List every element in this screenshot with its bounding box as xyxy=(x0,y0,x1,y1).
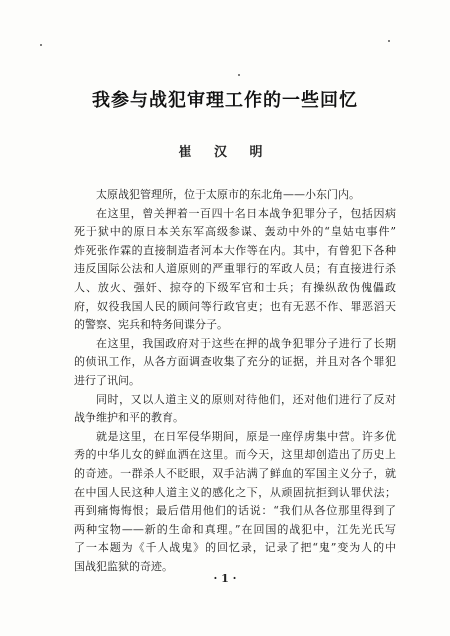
body-line: 的侦讯工作，从各方面调查收集了充分的证据，并且对各个罪犯 xyxy=(74,355,396,369)
body-line: 进行了讯问。 xyxy=(74,373,140,387)
document-title: 我参与战犯审理工作的一些回忆 xyxy=(92,90,358,111)
body-line: 人、放火、强奸、掠夺的下级军官和士兵；有操纵敌伪傀儡政 xyxy=(74,280,396,294)
scan-speck xyxy=(238,74,240,76)
body-line: 同时，又以人道主义的原则对待他们，还对他们进行了反对 xyxy=(96,392,396,406)
body-line: 府，奴役我国人民的顾问等行政官吏；也有无恶不作、罪恶滔天 xyxy=(74,299,396,313)
body-line: 死于狱中的原日本关东军高级参谋、轰动中外的“皇姑屯事件” xyxy=(74,225,396,239)
body-line: 的奇迹。一群杀人不眨眼，双手沾满了鲜血的军国主义分子，就 xyxy=(74,466,396,480)
body-line: 了一本题为《千人战鬼》的回忆录，记录了把“鬼”变为人的中 xyxy=(74,541,396,555)
body-line: 太原战犯管理所，位于太原市的东北角——小东门内。 xyxy=(96,188,360,201)
body-line: 在这里，我国政府对于这些在押的战争犯罪分子进行了长期 xyxy=(96,336,396,350)
body-line: 就是这里，在日军侵华期间，原是一座俘虏集中营。许多优 xyxy=(96,429,396,443)
body-line: 战争维护和平的教育。 xyxy=(74,411,184,425)
body-text xyxy=(74,186,396,576)
author-name: 崔 汉 明 xyxy=(178,145,272,160)
body-line: 在中国人民这种人道主义的感化之下，从顽固抗拒到认罪伏法； xyxy=(74,485,396,499)
body-line: 的警察、宪兵和特务间谍分子。 xyxy=(74,318,228,332)
body-line: 再到痛悔悔恨；最后借用他们的话说：“我们从各位那里得到了 xyxy=(74,504,396,518)
scan-speck xyxy=(40,44,42,46)
body-line: 在这里，曾关押着一百四十名日本战争犯罪分子，包括因病 xyxy=(96,206,396,220)
scan-speck xyxy=(388,40,390,42)
page-number: · 1 · xyxy=(213,572,237,585)
body-line: 违反国际公法和人道原则的严重罪行的军政人员；有直接进行杀 xyxy=(74,262,396,276)
body-line: 秀的中华儿女的鲜血洒在这里。而今天，这里却创造出了历史上 xyxy=(74,448,396,462)
body-line: 炸死张作霖的直接制造者河本大作等在内。其中，有曾犯下各种 xyxy=(74,243,396,257)
body-line: 国战犯监狱的奇迹。 xyxy=(74,559,173,573)
body-line: 两种宝物——新的生命和真理。”在回国的战犯中，江先光氏写 xyxy=(74,522,396,536)
